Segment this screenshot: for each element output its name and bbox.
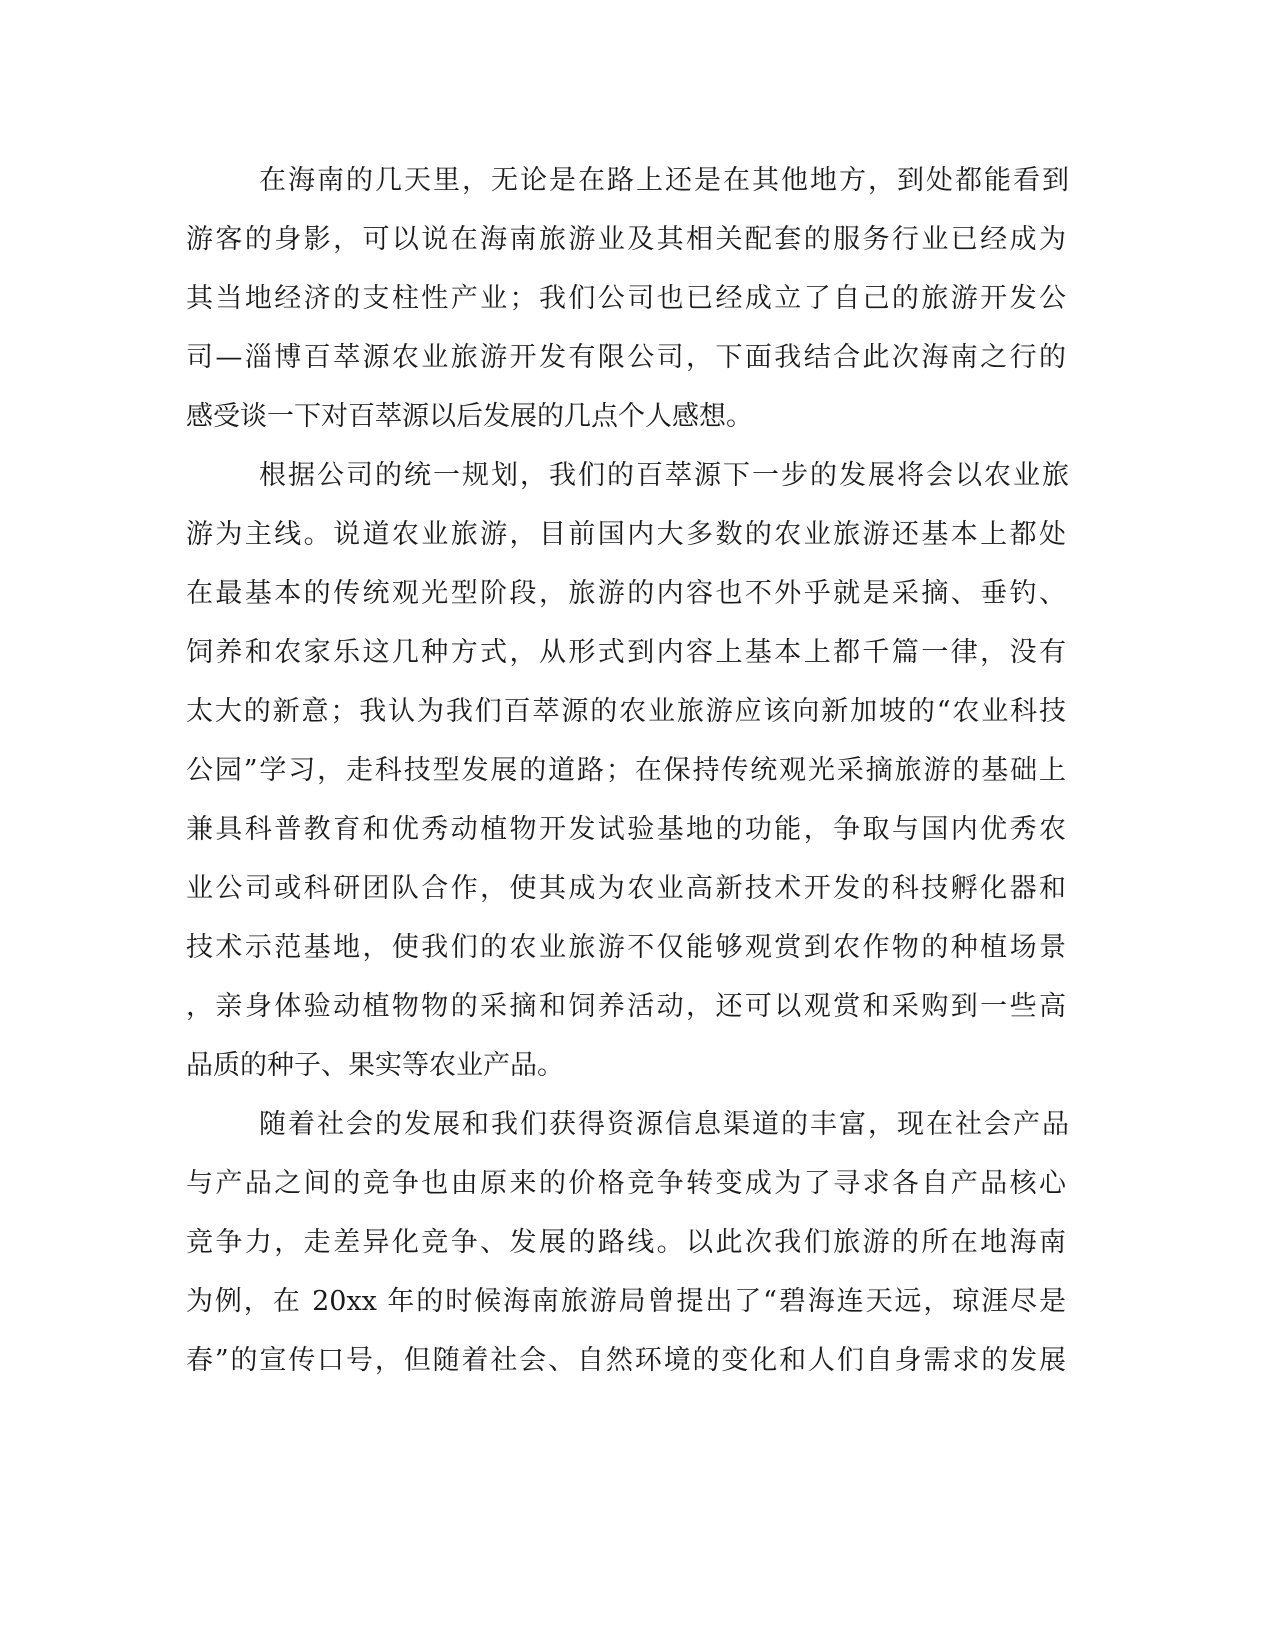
- paragraph-1-line-2: 游客的身影，可以说在海南旅游业及其相关配套的服务行业已经成为: [186, 224, 1066, 255]
- paragraph-3-line-4: 为例，在 20xx 年的时候海南旅游局曾提出了“碧海连天远，琼涯尽是: [186, 1286, 1066, 1317]
- paragraph-3-line-1: 随着社会的发展和我们获得资源信息渠道的丰富，现在社会产品: [259, 1109, 1069, 1140]
- paragraph-1-line-1: 在海南的几天里，无论是在路上还是在其他地方，到处都能看到: [259, 165, 1069, 196]
- paragraph-2-line-4: 饲养和农家乐这几种方式，从形式到内容上基本上都千篇一律，没有: [186, 637, 1066, 668]
- paragraph-2-line-5: 太大的新意；我认为我们百萃源的农业旅游应该向新加坡的“农业科技: [186, 696, 1066, 727]
- paragraph-2-line-2: 游为主线。说道农业旅游，目前国内大多数的农业旅游还基本上都处: [186, 519, 1066, 550]
- paragraph-2-line-7: 兼具科普教育和优秀动植物开发试验基地的功能，争取与国内优秀农: [186, 814, 1066, 845]
- paragraph-1-line-4: 司—淄博百萃源农业旅游开发有限公司，下面我结合此次海南之行的: [186, 342, 1066, 373]
- paragraph-2-line-10: ，亲身体验动植物物的采摘和饲养活动，还可以观赏和采购到一些高: [186, 991, 1066, 1022]
- paragraph-3-line-3: 竞争力，走差异化竞争、发展的路线。以此次我们旅游的所在地海南: [186, 1227, 1066, 1258]
- paragraph-2-line-1: 根据公司的统一规划，我们的百萃源下一步的发展将会以农业旅: [259, 460, 1069, 491]
- paragraph-1-line-3: 其当地经济的支柱性产业；我们公司也已经成立了自己的旅游开发公: [186, 283, 1066, 314]
- paragraph-2-line-6: 公园”学习，走科技型发展的道路；在保持传统观光采摘旅游的基础上: [186, 755, 1066, 786]
- paragraph-2-line-8: 业公司或科研团队合作，使其成为农业高新技术开发的科技孵化器和: [186, 873, 1066, 904]
- paragraph-1-line-5: 感受谈一下对百萃源以后发展的几点个人感想。: [186, 401, 753, 432]
- paragraph-3-line-5: 春”的宣传口号，但随着社会、自然环境的变化和人们自身需求的发展: [186, 1345, 1066, 1376]
- paragraph-3-line-2: 与产品之间的竞争也由原来的价格竞争转变成为了寻求各自产品核心: [186, 1168, 1066, 1199]
- paragraph-2-line-3: 在最基本的传统观光型阶段，旅游的内容也不外乎就是采摘、垂钓、: [186, 578, 1066, 609]
- paragraph-2-line-9: 技术示范基地，使我们的农业旅游不仅能够观赏到农作物的种植场景: [186, 932, 1066, 963]
- paragraph-2-line-11: 品质的种子、果实等农业产品。: [186, 1050, 564, 1081]
